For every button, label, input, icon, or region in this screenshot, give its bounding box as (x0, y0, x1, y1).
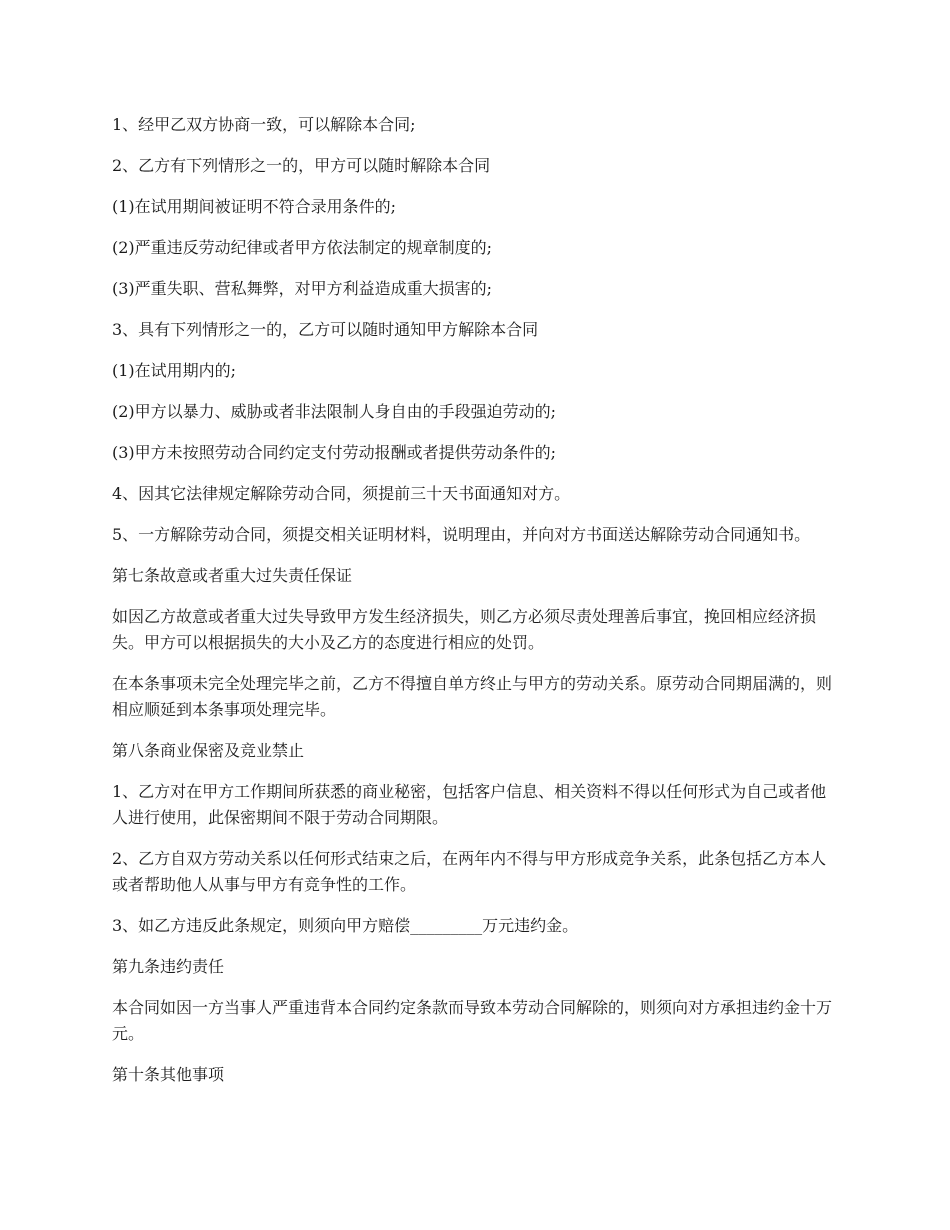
clause-8-item-3: 3、如乙方违反此条规定，则须向甲方赔偿_________万元违约金。 (112, 916, 579, 935)
clause-6-item-3-sub-2: (2)甲方以暴力、威胁或者非法限制人身自由的手段强迫劳动的; (112, 402, 557, 421)
clause-6-item-3-sub-3: (3)甲方未按照劳动合同约定支付劳动报酬或者提供劳动条件的; (112, 443, 557, 462)
clause-9-para-1: 本合同如因一方当事人严重违背本合同约定条款而导致本劳动合同解除的，则须向对方承担违约金十万元。 (112, 998, 833, 1043)
clause-7-para-1: 如因乙方故意或者重大过失导致甲方发生经济损失，则乙方必须尽责处理善后事宜，挽回相应经济损失。甲方可以根据损失的大小及乙方的态度进行相应的处罚。 (112, 607, 817, 652)
clause-6-item-2-sub-2: (2)严重违反劳动纪律或者甲方依法制定的规章制度的; (112, 238, 493, 257)
clause-6-item-2-sub-3: (3)严重失职、营私舞弊，对甲方利益造成重大损害的; (112, 279, 493, 298)
clause-6-item-5: 5、一方解除劳动合同，须提交相关证明材料，说明理由，并向对方书面送达解除劳动合同通知书。 (112, 525, 811, 544)
clause-7-para-2: 在本条事项未完全处理完毕之前，乙方不得擅自单方终止与甲方的劳动关系。原劳动合同期届满的，则相应顺延到本条事项处理完毕。 (112, 674, 833, 719)
clause-10-heading: 第十条其他事项 (112, 1065, 225, 1084)
clause-6-item-4: 4、因其它法律规定解除劳动合同，须提前三十天书面通知对方。 (112, 484, 571, 503)
clause-7-heading: 第七条故意或者重大过失责任保证 (112, 566, 353, 585)
clause-8-heading: 第八条商业保密及竞业禁止 (112, 741, 305, 760)
clause-6-item-1: 1、经甲乙双方协商一致，可以解除本合同; (112, 115, 416, 134)
clause-6-item-2: 2、乙方有下列情形之一的，甲方可以随时解除本合同 (112, 156, 491, 175)
clause-6-item-3-sub-1: (1)在试用期内的; (112, 361, 237, 380)
document-page (112, 112, 840, 1103)
clause-6-item-3: 3、具有下列情形之一的，乙方可以随时通知甲方解除本合同 (112, 320, 539, 339)
clause-8-item-2: 2、乙方自双方劳动关系以任何形式结束之后，在两年内不得与甲方形成竞争关系，此条包括乙方本人或者帮助他人从事与甲方有竞争性的工作。 (112, 849, 827, 894)
clause-6-item-2-sub-1: (1)在试用期间被证明不符合录用条件的; (112, 197, 397, 216)
clause-8-item-1: 1、乙方对在甲方工作期间所获悉的商业秘密，包括客户信息、相关资料不得以任何形式为自己或者他人进行使用，此保密期间不限于劳动合同期限。 (112, 782, 827, 827)
clause-9-heading: 第九条违约责任 (112, 957, 225, 976)
